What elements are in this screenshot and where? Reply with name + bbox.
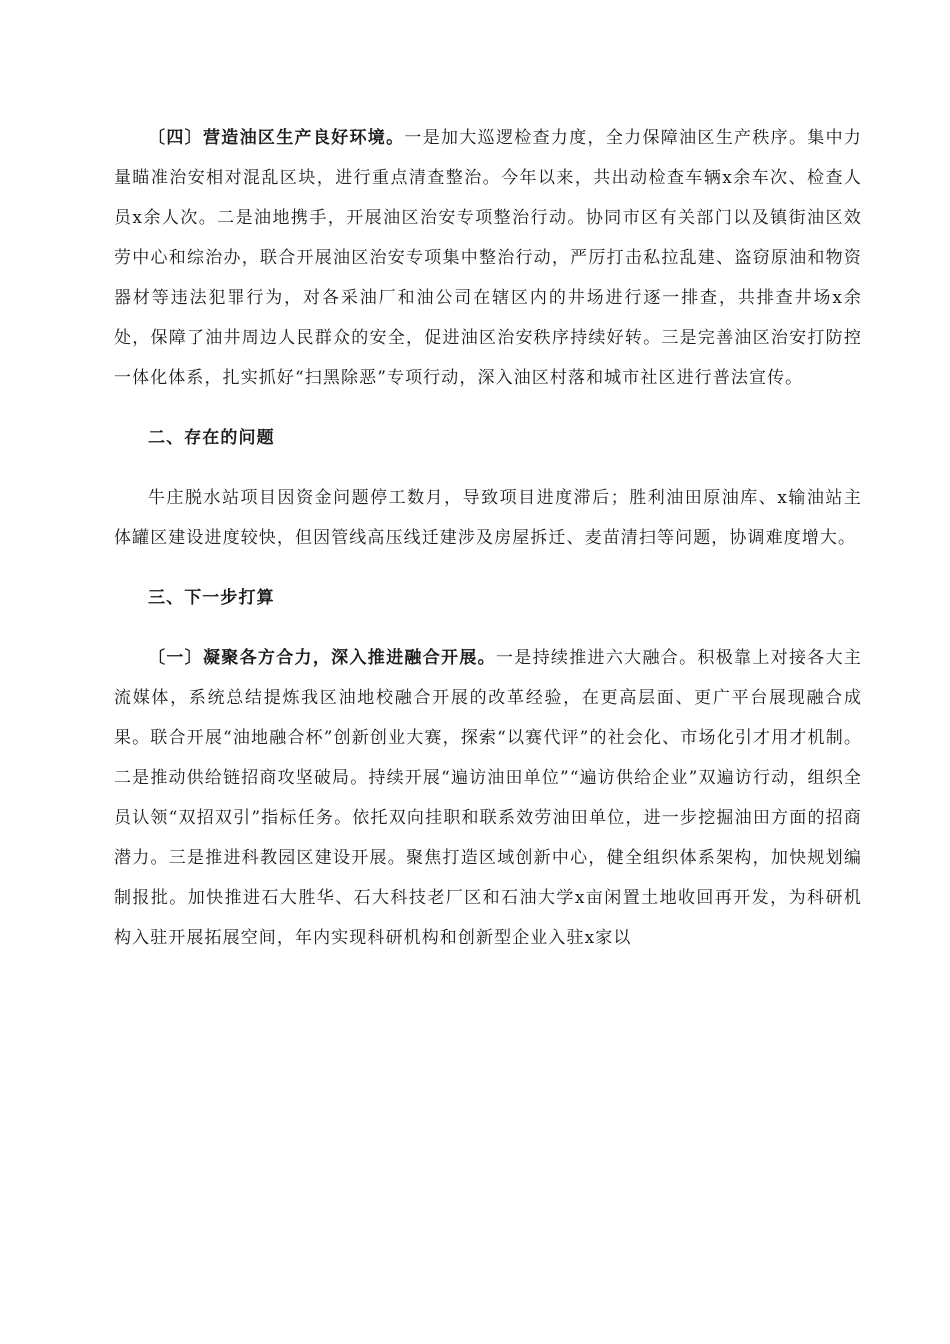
paragraph-lead: 〔四〕营造油区生产良好环境。 bbox=[148, 128, 405, 148]
paragraph-text: 牛庄脱水站项目因资金问题停工数月，导致项目进度滞后；胜利油田原油库、x输油站主体罐区建设进度较快，但因管线高压线迁建涉及房屋拆迁、麦苗清扫等问题，协调难度增大。 bbox=[114, 488, 862, 548]
paragraph-text: 一是持续推进六大融合。积极靠上对接各大主流媒体，系统总结提炼我区油地校融合开展的改革经验，在更高层面、更广平台展现融合成果。联合开展“油地融合杯”创新创业大赛，探索“以赛代评”的社会化、市场化引才用才机制。二是推动供给链招商攻坚破局。持续开展“遍访油田单位”“遍访供给企业”双遍访行动，组织全员认领“双招双引”指标任务。依托双向挂职和联系效劳油田单位，进一步挖掘油田方面的招商潜力。三是推进科教园区建设开展。聚焦打造区域创新中心，健全组织体系架构，加快规划编制报批。加快推进石大胜华、石大科技老厂区和石油大学x亩闲置土地收回再开发，为科研机构入驻开展拓展空间，年内实现科研机构和创新型企业入驻x家以 bbox=[114, 648, 862, 948]
paragraph-lead: 〔一〕凝聚各方合力，深入推进融合开展。 bbox=[148, 648, 496, 668]
section-heading-problems: 二、存在的问题 bbox=[148, 428, 275, 448]
document-body bbox=[114, 118, 862, 958]
paragraph-problems bbox=[114, 478, 862, 558]
section-heading-next-steps: 三、下一步打算 bbox=[148, 588, 275, 608]
paragraph-oil-area-environment bbox=[114, 118, 862, 398]
paragraph-integration bbox=[114, 638, 862, 958]
paragraph-text: 一是加大巡逻检查力度，全力保障油区生产秩序。集中力量瞄准治安相对混乱区块，进行重点清查整治。今年以来，共出动检查车辆x余车次、检查人员x余人次。二是油地携手，开展油区治安专项整治行动。协同市区有关部门以及镇街油区效劳中心和综治办，联合开展油区治安专项集中整治行动，严厉打击私拉乱建、盗窃原油和物资器材等违法犯罪行为，对各采油厂和油公司在辖区内的井场进行逐一排查，共排查井场x余处，保障了油井周边人民群众的安全，促进油区治安秩序持续好转。三是完善油区治安打防控一体化体系，扎实抓好“扫黑除恶”专项行动，深入油区村落和城市社区进行普法宣传。 bbox=[114, 128, 863, 388]
